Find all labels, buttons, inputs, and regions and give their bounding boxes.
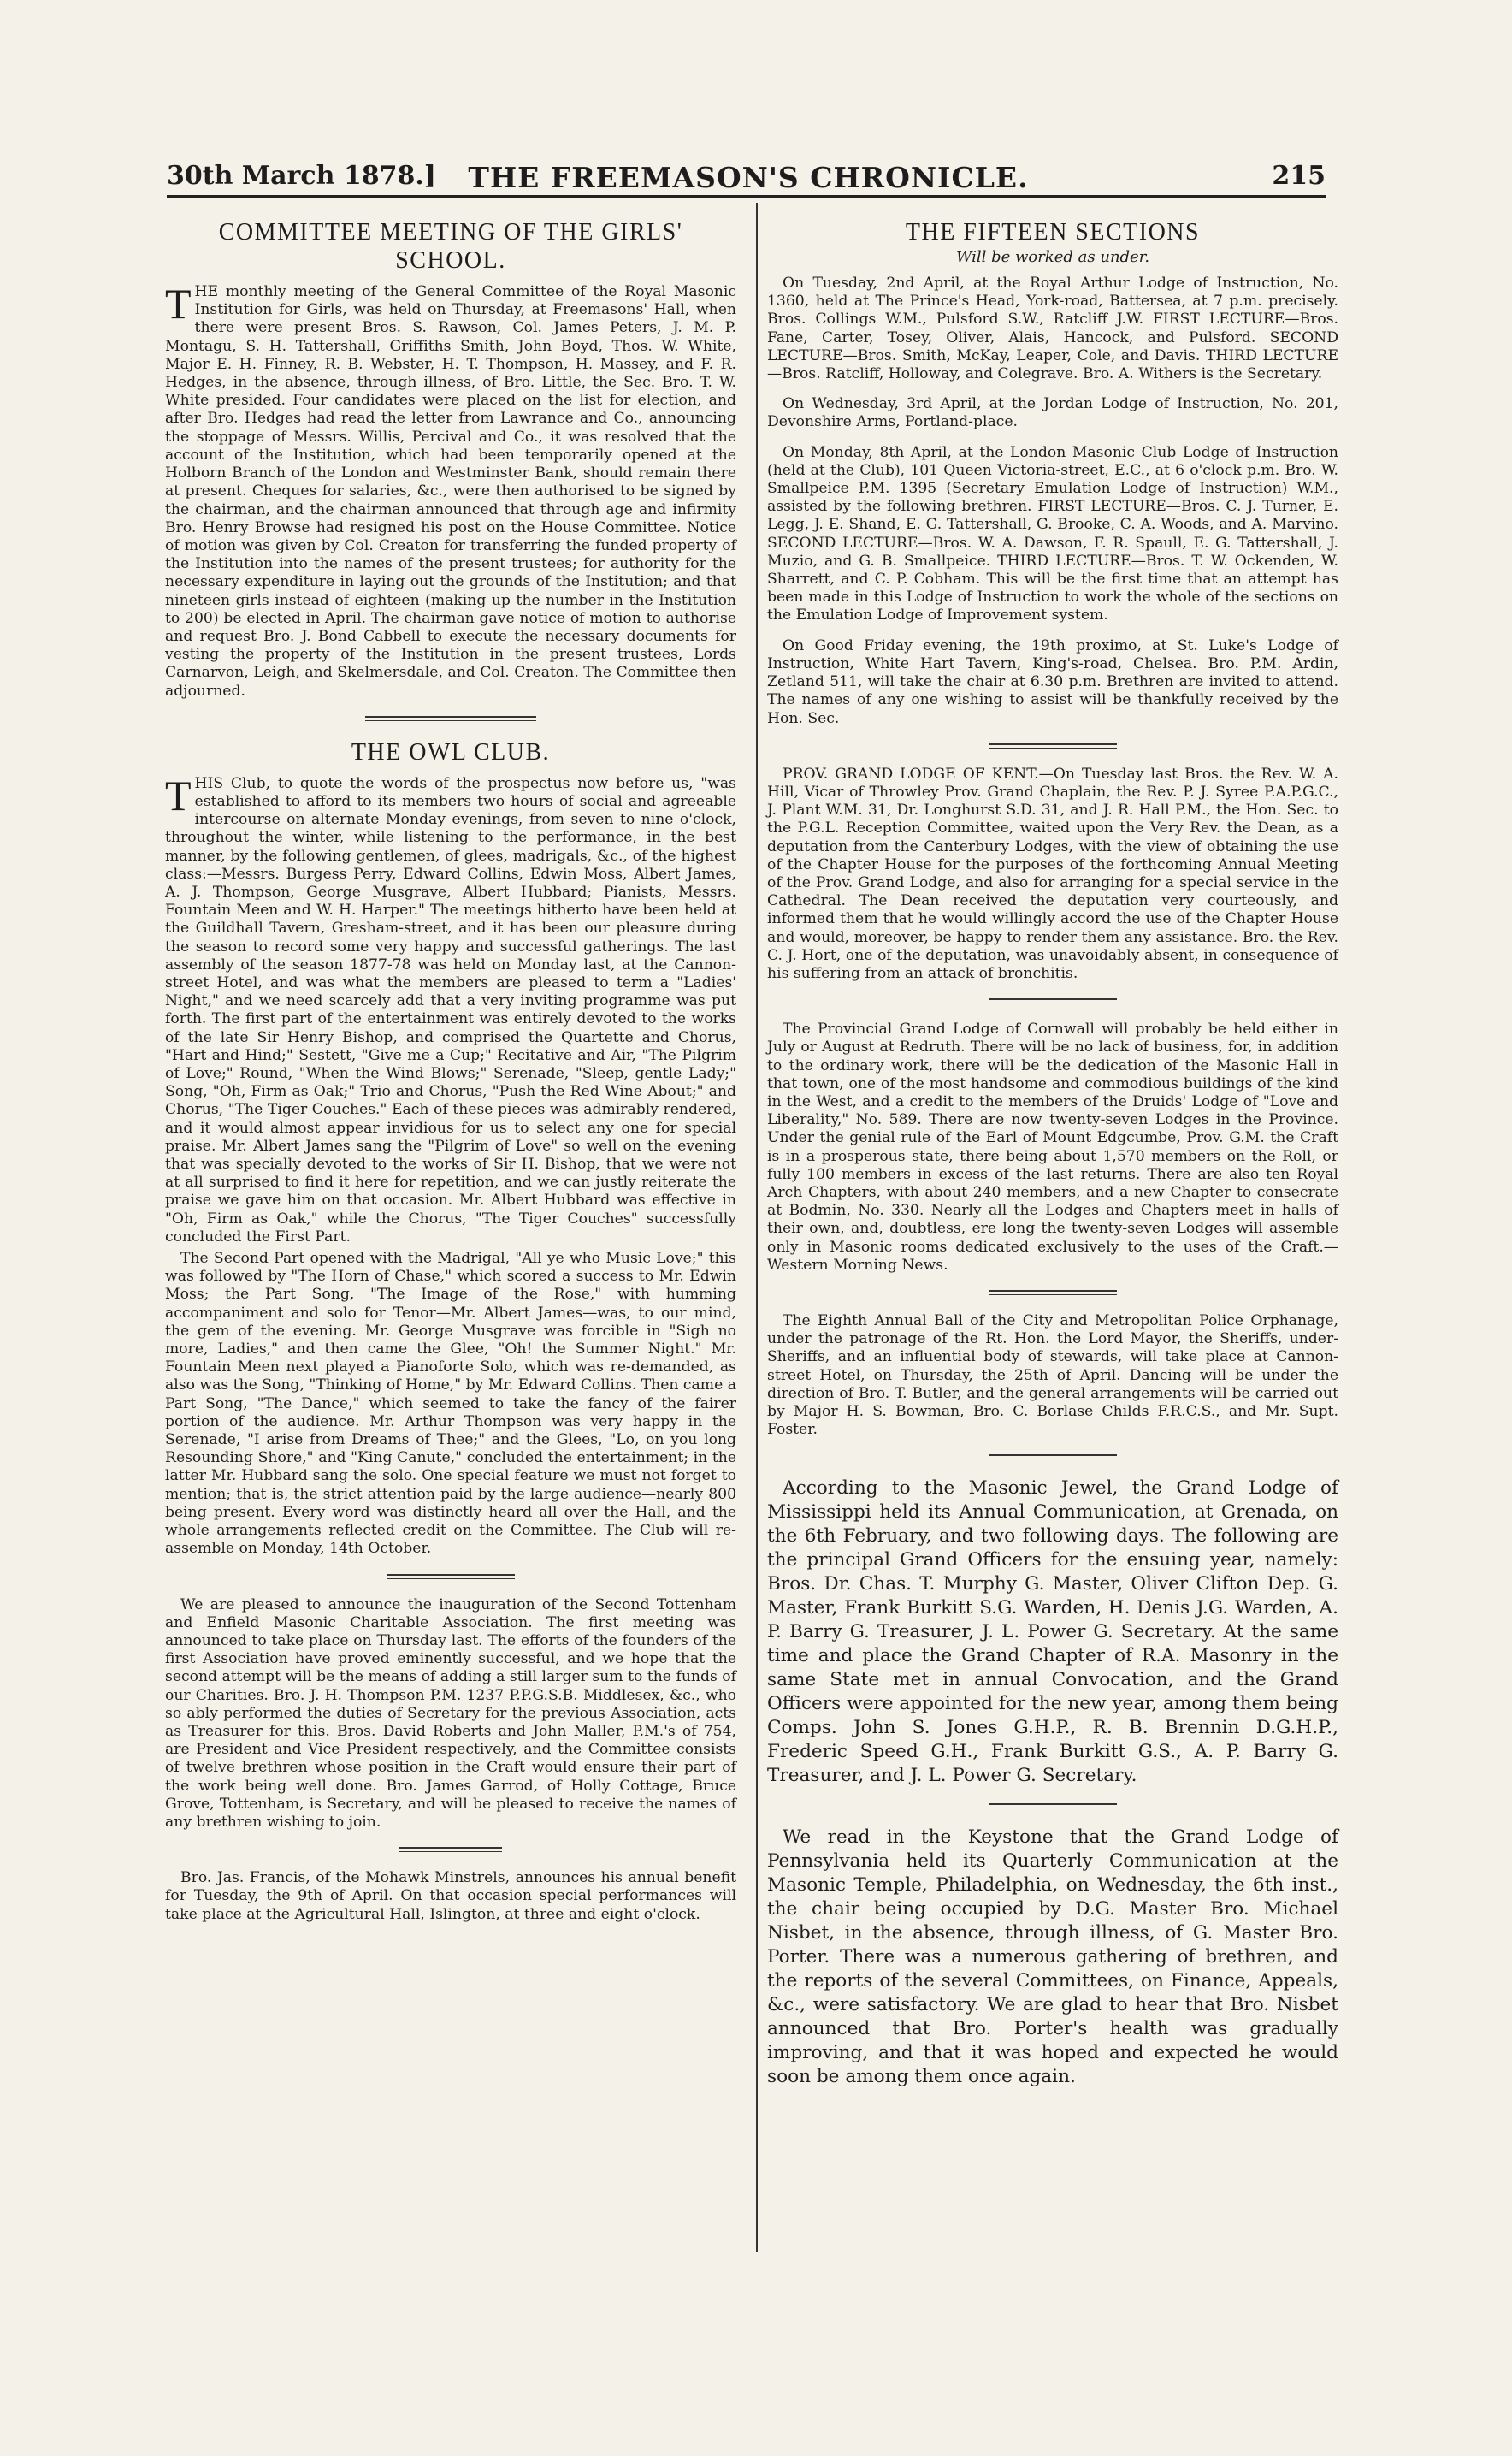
- section-divider: [989, 1290, 1117, 1295]
- section-divider: [989, 998, 1117, 1003]
- mississippi-grand-lodge-paragraph: According to the Masonic Jewel, the Grand Lodge of Mississippi held its Annual Communication, at Grenada, on the 6th February, and two following days. The following are the principal Grand Officers for the ensuing year, namely: Bros. Dr. Chas. T. Murphy G. Master, Oliver Clifton Dep. G. Master, Frank Burkitt S.G. Warden, H. Denis J.G. Warden, A. P. Barry G. Treasurer, J. L. Power G. Secretary. At the same time and place the Grand Chapter of R.A. Masonry in the same State met in annual Convocation, and the Grand Officers were appointed for the new year, among them being Comps. John S. Jones G.H.P., R. B. Brennin D.G.H.P., Frederic Speed G.H., Frank Burkitt G.S., A. P. Barry G. Treasurer, and J. L. Power G. Secretary.: [767, 1477, 1338, 1787]
- issue-date: 30th March 1878.]: [167, 161, 436, 191]
- kent-grand-lodge-paragraph: PROV. GRAND LODGE OF KENT.—On Tuesday last Bros. the Rev. W. A. Hill, Vicar of Throwley Prov. Grand Chaplain, the Rev. P. J. Syree P.A.P.G.C., J. Plant W.M. 31, Dr. Longhurst S.D. 31, and J. R. Hall P.M., the Hon. Sec. to the P.G.L. Reception Committee, waited upon the Very Rev. the Dean, as a deputation from the Canterbury Lodges, with the view of obtaining the use of the Chapter House for the purposes of the forthcoming Annual Meeting of the Prov. Grand Lodge, and also for arranging for a special service in the Cathedral. The Dean received the deputation very courteously, and informed them that he would willingly accord the use of the Chapter House and would, moreover, be happy to render them any assistance. Bro. the Rev. C. J. Hort, one of the deputation, was unavoidably absent, in consequence of his suffering from an attack of bronchitis.: [767, 765, 1338, 982]
- page-number: 215: [1272, 161, 1326, 191]
- cornwall-grand-lodge-paragraph: The Provincial Grand Lodge of Cornwall will probably be held either in July or August at Redruth. There will be no lack of business, for, in addition to the ordinary work, there will be the dedication of the Masonic Hall in that town, one of the most handsome and commodious buildings of the kind in the West, and a credit to the members of the Druids' Lodge of "Love and Liberality," No. 589. There are now twenty-seven Lodges in the Province. Under the genial rule of the Earl of Mount Edgcumbe, Prov. G.M. the Craft is in a prosperous state, there being about 1,570 members on the Roll, or fully 100 members in excess of the last returns. There are also ten Royal Arch Chapters, with about 240 members, and a new Chapter to consecrate at Bodmin, No. 330. Nearly all the Lodges and Chapters meet in halls of their own, and, doubtless, ere long the twenty-seven Lodges will assemble only in Masonic rooms dedicated exclusively to the uses of the Craft.—Western Morning News.: [767, 1021, 1338, 1274]
- girls-school-dropcap: T: [165, 280, 192, 328]
- section-divider: [989, 743, 1117, 749]
- fifteen-sections-paragraph-3: On Monday, 8th April, at the London Masonic Club Lodge of Instruction (held at the Club), 101 Queen Victoria-street, E.C., at 6 o'clock p.m. Bro. W. Smallpeice P.M. 1395 (Secretary Emulation Lodge of Instruction) W.M., assisted by the following brethren. FIRST LECTURE—Bros. C. J. Turner, E. Legg, J. E. Shand, E. G. Tattershall, G. Brooke, C. A. Woods, and A. Marvino. SECOND LECTURE—Bros. W. A. Dawson, F. R. Spaull, E. G. Tattershall, J. Muzio, and G. B. Smallpeice. THIRD LECTURE—Bros. T. W. Ockenden, W. Sharrett, and C. P. Cobham. This will be the first time that an attempt has been made in this Lodge of Instruction to work the whole of the sections on the Emulation Lodge of Improvement system.: [767, 443, 1338, 624]
- girls-school-article: [165, 280, 736, 701]
- owl-club-paragraph-2: The Second Part opened with the Madrigal, "All ye who Music Love;" this was followed by "The Horn of Chase," which scored a success to Mr. Edwin Moss; the Part Song, "The Image of the Rose," with humming accompaniment and solo for Tenor—Mr. Albert James—was, to our mind, the gem of the evening. Mr. George Musgrave was forcible in "Sigh no more, Ladies," and then came the Glee, "Oh! the Summer Night." Mr. Fountain Meen next played a Pianoforte Solo, which was re-demanded, as also was the Song, "Thinking of Home," by Mr. Edward Collins. Then came a Part Song, "The Dance," which seemed to take the fancy of the fairer portion of the audience. Mr. Arthur Thompson was very happy in the Serenade, "I arise from Dreams of Thee;" and the Glees, "Lo, on you long Resounding Shore," and "King Canute," concluded the entertainment; in the latter Mr. Hubbard sang the solo. One special feature we must not forget to mention; that is, the strict attention paid by the large audience—nearly 800 being present. Every word was distinctly heard all over the Hall, and the whole arrangements reflected credit on the Committee. The Club will re-assemble on Monday, 14th October.: [165, 1250, 736, 1558]
- fifteen-sections-paragraph-4: On Good Friday evening, the 19th proximo, at St. Luke's Lodge of Instruction, White Hart Tavern, King's-road, Chelsea. Bro. P.M. Ardin, Zetland 511, will take the chair at 6.30 p.m. Brethren are invited to attend. The names of any one wishing to assist will be thankfully received by the Hon. Sec.: [767, 636, 1338, 727]
- section-divider: [399, 1847, 502, 1852]
- section-divider: [989, 1454, 1117, 1459]
- fifteen-sections-heading: THE FIFTEEN SECTIONS: [905, 219, 1201, 246]
- fifteen-sections-paragraph-1: On Tuesday, 2nd April, at the Royal Arthur Lodge of Instruction, No. 1360, held at The Prince's Head, York-road, Battersea, at 7 p.m. precisely. Bros. Collings W.M., Pulsford S.W., Ratcliff J.W. FIRST LECTURE—Bros. Fane, Carter, Tosey, Oliver, Alais, Hancock, and Pulsford. SECOND LECTURE—Bros. Smith, McKay, Leaper, Cole, and Davis. THIRD LECTURE—Bros. Ratcliff, Holloway, and Colegrave. Bro. A. Withers is the Secretary.: [767, 275, 1338, 383]
- girls-school-paragraph: HE monthly meeting of the General Committee of the Royal Masonic Institution for Girls, was held on Thursday, at Freemasons' Hall, when there were present Bros. S. Rawson, Col. James Peters, J. M. P. Montagu, S. H. Tattershall, Griffiths Smith, John Boyd, Thos. W. White, Major E. H. Finney, R. B. Webster, H. T. Thompson, H. Massey, and F. R. Hedges, in the absence, through illness, of Bro. Little, the Sec. Bro. T. W. White presided. Four candidates were placed on the list for election, and after Bro. Hedges had read the letter from Lawrance and Co., announcing the stoppage of Messrs. Willis, Percival and Co., it was resolved that the account of the Institution, which had been temporarily opened at the Holborn Branch of the London and Westminster Bank, should remain there at present. Cheques for salaries, &c., were then authorised to be signed by the chairman, and the chairman announced that through age and infirmity Bro. Henry Browse had resigned his post on the House Committee. Notice of motion was given by Col. Creaton for transferring the funded property of the Institution into the names of the present trustees; for authority for the necessary expenditure in laying out the grounds of the Institution; and that nineteen girls instead of eighteen (making up the number in the Institution to 200) be elected in April. The chairman gave notice of motion to authorise and request Bro. J. Bond Cabbell to execute the necessary documents for vesting the property of the Institution in the present trustees, Lords Carnarvon, Leigh, and Skelmersdale, and Col. Creaton. The Committee then adjourned.: [165, 283, 736, 700]
- section-divider: [989, 1803, 1117, 1808]
- section-divider: [387, 1574, 515, 1579]
- fifteen-sections-paragraph-2: On Wednesday, 3rd April, at the Jordan Lodge of Instruction, No. 201, Devonshire Arms, Portland-place.: [767, 395, 1338, 431]
- mohawk-minstrels-paragraph: Bro. Jas. Francis, of the Mohawk Minstrels, announces his annual benefit for Tuesday, the 9th of April. On that occasion special performances will take place at the Agricultural Hall, Islington, at three and eight o'clock.: [165, 1869, 736, 1923]
- right-column: [767, 218, 1338, 2092]
- column-divider: [756, 203, 758, 2252]
- police-orphanage-ball-paragraph: The Eighth Annual Ball of the City and Metropolitan Police Orphanage, under the patronage of the Rt. Hon. the Lord Mayor, the Sheriffs, under-Sheriffs, and an influential body of stewards, will take place at Cannon-street Hotel, on Thursday, the 25th of April. Dancing will be under the direction of Bro. T. Butler, and the general arrangements will be carried out by Major H. S. Bowman, Bro. C. Borlase Childs F.R.C.S., and Mr. Supt. Foster.: [767, 1311, 1338, 1439]
- girls-school-heading: COMMITTEE MEETING OF THE GIRLS' SCHOOL.: [218, 219, 683, 275]
- pennsylvania-grand-lodge-paragraph: We read in the Keystone that the Grand Lodge of Pennsylvania held its Quarterly Communication at the Masonic Temple, Philadelphia, on Wednesday, the 6th inst., the chair being occupied by D.G. Master Bro. Michael Nisbet, in the absence, through illness, of G. Master Bro. Porter. There was a numerous gathering of brethren, and the reports of the several Committees, on Finance, Appeals, &c., were satisfactory. We are glad to hear that Bro. Nisbet announced that Bro. Porter's health was gradually improving, and that it was hoped and expected he would soon be among them once again.: [767, 1826, 1338, 2088]
- owl-club-dropcap: T: [165, 771, 192, 820]
- owl-club-article: [165, 771, 736, 1246]
- tottenham-association-paragraph: We are pleased to announce the inauguration of the Second Tottenham and Enfield Masonic Charitable Association. The first meeting was announced to take place on Thursday last. The efforts of the founders of the first Association have proved eminently successful, and we hope that the second attempt will be the means of adding a still larger sum to the funds of our Charities. Bro. J. H. Thompson P.M. 1237 P.P.G.S.B. Middlesex, &c., who so ably performed the duties of Secretary for the previous Association, acts as Treasurer for this. Bros. David Roberts and John Maller, P.M.'s of 754, are President and Vice President respectively, and the Committee consists of twelve brethren whose position in the Craft would ensure their part of the work being well done. Bro. James Garrod, of Holly Cottage, Bruce Grove, Tottenham, is Secretary, and will be pleased to receive the names of any brethren wishing to join.: [165, 1595, 736, 1831]
- publication-title: THE FREEMASON'S CHRONICLE.: [468, 161, 1029, 194]
- owl-club-paragraph-1: HIS Club, to quote the words of the prospectus now before us, "was established to afford to its members two hours of social and agreeable intercourse on alternate Monday evenings, from seven to nine o'clock, throughout the winter, while listening to the performance, in the best manner, by the following gentlemen, of glees, madrigals, &c., of the highest class:—Messrs. Burgess Perry, Edward Collins, Edwin Moss, Albert James, A. J. Thompson, George Musgrave, Albert Hubbard; Pianists, Messrs. Fountain Meen and W. H. Harper." The meetings hitherto have been held at the Guildhall Tavern, Gresham-street, and it has been our pleasure during the season to record some very happy and successful gatherings. The last assembly of the season 1877-78 was held on Monday last, at the Cannon-street Hotel, and was what the members are pleased to term a "Ladies' Night," and we need scarcely add that a very inviting programme was put forth. The first part of the entertainment was entirely devoted to the works of the late Sir Henry Bishop, and comprised the Quartette and Chorus, "Hart and Hind;" Sestett, "Give me a Cup;" Recitative and Air, "The Pilgrim of Love;" Round, "When the Wind Blows;" Serenade, "Sleep, gentle Lady;" Song, "Oh, Firm as Oak;" Trio and Chorus, "Push the Red Wine About;" and Chorus, "The Tiger Couches." Each of these pieces was admirably rendered, and it would almost appear invidious for us to select any one for special praise. Mr. Albert James sang the "Pilgrim of Love" so well on the evening that was specially devoted to the works of Sir H. Bishop, that we were not at all surprised to find it here for repetition, and we can justly reiterate the praise we gave him on that occasion. Mr. Albert Hubbard was effective in "Oh, Firm as Oak," while the Chorus, "The Tiger Couches" successfully concluded the First Part.: [165, 774, 736, 1246]
- fifteen-sections-subheading: Will be worked as under.: [955, 248, 1150, 267]
- left-column: [165, 218, 736, 1927]
- owl-club-heading: THE OWL CLUB.: [351, 738, 551, 766]
- masthead-rule: [167, 195, 1326, 198]
- section-divider: [365, 716, 536, 721]
